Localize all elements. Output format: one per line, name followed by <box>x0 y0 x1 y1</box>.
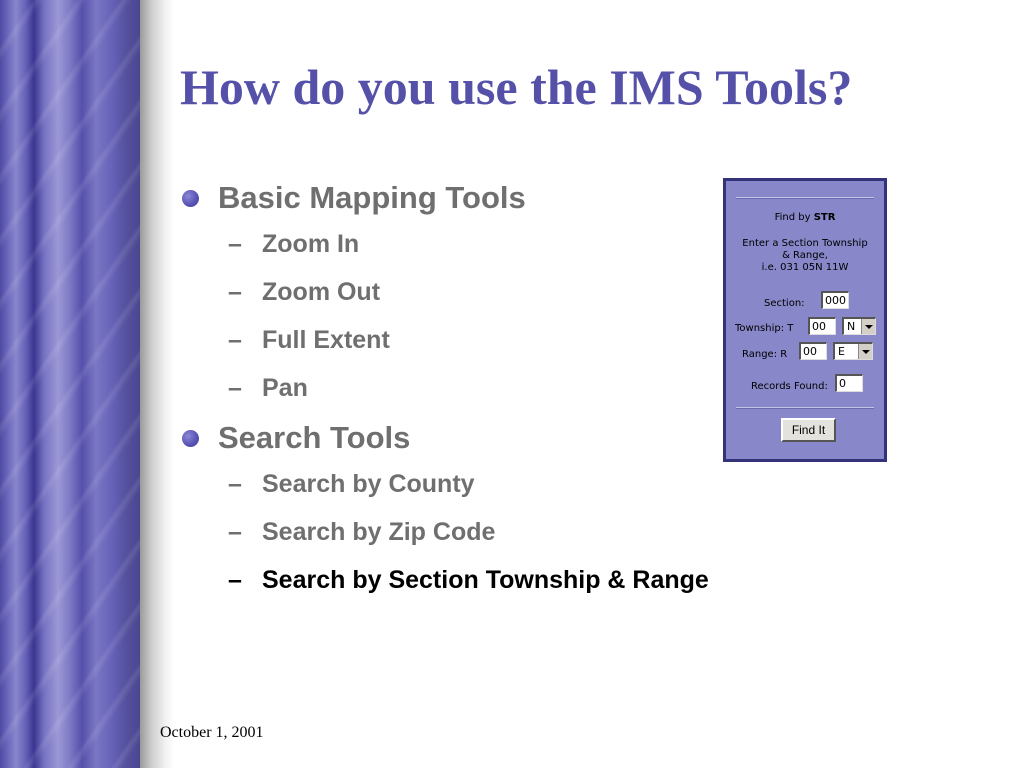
panel-divider <box>736 407 874 409</box>
dash-marker: – <box>228 470 242 498</box>
sub-bullet-label: Zoom Out <box>262 278 381 306</box>
slide-title: How do you use the IMS Tools? <box>180 59 853 115</box>
sub-bullet-label: Pan <box>262 374 308 402</box>
bullet-dot-icon <box>182 190 199 207</box>
sub-bullet-pan <box>180 364 740 412</box>
section-label: Section: <box>764 298 805 309</box>
panel-instruction-line-3: i.e. 031 05N 11W <box>761 262 849 273</box>
panel-instruction-line-1: Enter a Section Township <box>742 238 868 249</box>
sub-bullet-search-by-str <box>180 556 740 604</box>
township-direction-value: N <box>847 320 856 333</box>
range-input[interactable]: 00 <box>799 342 827 360</box>
dash-marker: – <box>228 518 242 546</box>
decorative-side-band <box>0 0 140 768</box>
sub-bullet-search-by-county <box>180 460 740 508</box>
find-by-str-panel <box>723 178 887 462</box>
range-direction-value: E <box>838 345 845 358</box>
sub-bullet-label: Search by Section Township & Range <box>262 566 709 594</box>
panel-heading-bold: STR <box>813 212 836 223</box>
sub-bullet-search-by-zip <box>180 508 740 556</box>
sub-bullet-full-extent <box>180 316 740 364</box>
footer-date: October 1, 2001 <box>160 724 264 741</box>
chevron-down-icon[interactable] <box>861 319 875 334</box>
panel-instruction-line-2: & Range, <box>782 250 828 261</box>
bullet-label: Search Tools <box>218 420 411 455</box>
township-label: Township: T <box>735 323 794 334</box>
find-it-button[interactable]: Find It <box>781 418 836 442</box>
sub-bullet-zoom-in <box>180 220 740 268</box>
side-band-shadow <box>140 0 174 768</box>
bullet-label: Basic Mapping Tools <box>218 180 526 215</box>
township-input[interactable]: 00 <box>808 317 836 335</box>
sub-bullet-label: Zoom In <box>262 230 360 258</box>
panel-divider <box>736 197 874 199</box>
sub-bullet-label: Search by Zip Code <box>262 518 496 546</box>
panel-heading-prefix: Find by <box>774 212 814 223</box>
dash-marker: – <box>228 326 242 354</box>
bullet-search-tools <box>180 416 740 460</box>
section-input[interactable]: 000 <box>821 291 849 309</box>
dash-marker: – <box>228 230 242 258</box>
sub-bullet-zoom-out <box>180 268 740 316</box>
range-label: Range: R <box>742 349 788 360</box>
dash-marker: – <box>228 278 242 306</box>
records-found-label: Records Found: <box>751 381 828 392</box>
bullet-basic-mapping-tools <box>180 176 740 220</box>
sub-bullet-label: Full Extent <box>262 326 390 354</box>
dash-marker: – <box>228 374 242 402</box>
range-direction-select[interactable] <box>833 342 873 360</box>
bullet-dot-icon <box>182 430 199 447</box>
chevron-down-icon[interactable] <box>858 344 872 359</box>
sub-bullet-label: Search by County <box>262 470 475 498</box>
township-direction-select[interactable] <box>842 317 876 335</box>
dash-marker: – <box>228 566 242 594</box>
panel-heading <box>726 212 884 224</box>
bullet-list <box>180 176 740 604</box>
records-found-field: 0 <box>835 374 863 392</box>
